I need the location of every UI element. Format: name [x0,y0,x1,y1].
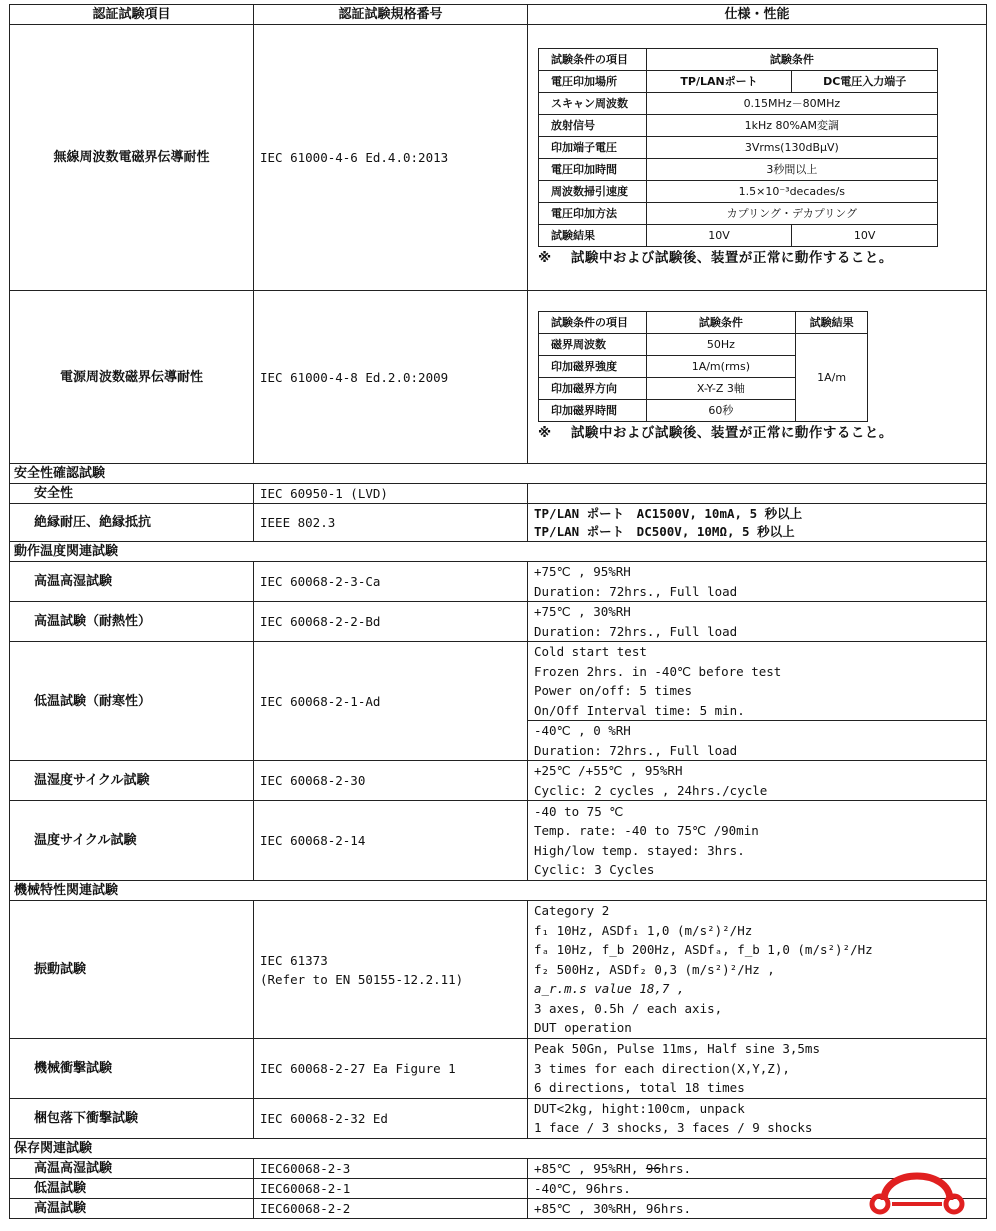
spec-line: f₂ 500Hz, ASDf₂ 0,3 (m/s²)²/Hz , [534,961,775,977]
spec-line: fₐ 10Hz, f_b 200Hz, ASDfₐ, f_b 1,0 (m/s²)²/Hz [534,942,873,958]
spec-part: hrs. [660,1160,692,1176]
mag-immunity-note: ※ 試験中および試験後、装置が正常に動作すること。 [538,425,893,441]
rf-r8-label: 試験結果 [539,224,647,246]
section-safety [10,464,987,484]
spec-line: Cold start test [534,644,647,659]
table-row [10,1178,987,1198]
rf-r3-value: 1kHz 80%AM変調 [646,114,937,136]
row-spec [528,721,987,761]
section-storage-title: 保存関連試験 [10,1138,987,1158]
section-storage [10,1138,987,1158]
row-name: 振動試験 [10,901,254,1039]
mag-r4-label: 印加磁界時間 [539,400,647,422]
row-spec [528,484,987,504]
mag-immunity-standard: IEC 61000-4-8 Ed.2.0:2009 [254,291,528,464]
row-spec [528,562,987,602]
certification-table [9,4,987,1219]
mag-immunity-name: 電源周波数磁界伝導耐性 [10,291,254,464]
row-spec: +85℃ , 30%RH, 96hrs. [528,1198,987,1218]
row-name: 温度サイクル試験 [10,801,254,881]
row-name: 機械衝撃試験 [10,1039,254,1099]
spec-line: Frozen 2hrs. in -40℃ before test [534,663,782,679]
row-spec [528,761,987,801]
rf-immunity-standard: IEC 61000-4-6 Ed.4.0:2013 [254,25,528,291]
spec-line: Duration: 72hrs., Full load [534,742,738,758]
row-standard: IEC 60068-2-30 [254,761,528,801]
row-standard: IEEE 802.3 [254,504,528,542]
row-standard [254,901,528,1039]
rf-r3-label: 放射信号 [539,114,647,136]
mag-r3-value: X-Y-Z 3軸 [646,378,796,400]
table-row [10,642,987,721]
table-row [10,1158,987,1178]
table-row [10,504,987,542]
rf-r7-label: 電圧印加方法 [539,202,647,224]
mag-head-label: 試験条件の項目 [539,312,647,334]
spec-line: On/Off Interval time: 5 min. [534,702,745,718]
row-standard: IEC 60068-2-27 Ea Figure 1 [254,1039,528,1099]
row-standard: IEC 60068-2-2-Bd [254,602,528,642]
header-spec: 仕様・性能 [528,5,987,25]
row-spec [528,1098,987,1138]
rf-r6-label: 周波数掃引速度 [539,180,647,202]
row-spec [528,602,987,642]
rf-r8-b: 10V [792,224,938,246]
rf-r1-label: 電圧印加場所 [539,70,647,92]
rf-r2-value: 0.15MHz－80MHz [646,92,937,114]
mag-conditions-table [538,311,868,422]
headphones-logo-icon [862,1160,972,1220]
spec-line: Cyclic: 2 cycles , 24hrs./cycle [534,782,768,798]
rf-immunity-note: ※ 試験中および試験後、装置が正常に動作すること。 [538,249,893,266]
rf-r2-label: スキャン周波数 [539,92,647,114]
spec-line: Cyclic: 3 Cycles [534,862,655,877]
table-row [10,1039,987,1099]
header-standard: 認証試験規格番号 [254,5,528,25]
row-spec [528,801,987,881]
section-mech [10,881,987,901]
rf-immunity-name: 無線周波数電磁界伝導耐性 [10,25,254,291]
row-name: 梱包落下衝撃試験 [10,1098,254,1138]
row-standard: IEC 60068-2-1-Ad [254,642,528,761]
table-row [10,562,987,602]
rf-r5-label: 電圧印加時間 [539,158,647,180]
row-name: 絶縁耐圧、絶縁抵抗 [10,504,254,542]
row-standard: IEC 60068-2-32 Ed [254,1098,528,1138]
row-standard: IEC60068-2-2 [254,1198,528,1218]
spec-line: f₁ 10Hz, ASDf₁ 1,0 (m/s²)²/Hz [534,922,753,938]
row-name: 安全性 [10,484,254,504]
mag-r1-value: 50Hz [646,334,796,356]
row-spec [528,1039,987,1099]
spec-line: Peak 50Gn, Pulse 11ms, Half sine 3,5ms [534,1041,820,1056]
row-standard: IEC 60068-2-3-Ca [254,562,528,602]
table-row [10,1098,987,1138]
spec-line: 3 axes, 0.5h / each axis, [534,1000,723,1016]
spec-line: 3 times for each direction(X,Y,Z), [534,1060,790,1076]
spec-part: +85℃ , 95%RH, [534,1160,646,1176]
rf-immunity-row [10,25,987,291]
row-spec [528,642,987,721]
rf-r8-a: 10V [646,224,792,246]
row-name: 高温試験 [10,1198,254,1218]
table-row [10,801,987,881]
rf-r4-label: 印加端子電圧 [539,136,647,158]
rf-r6-value: 1.5×10⁻³decades/s [646,180,937,202]
spec-line: a_r.m.s value 18,7 , [534,981,685,997]
row-name: 低温試験（耐寒性） [10,642,254,761]
mag-r3-label: 印加磁界方向 [539,378,647,400]
spec-line: Category 2 [534,903,610,919]
row-name: 高温高湿試験 [10,562,254,602]
standard-line: (Refer to EN 50155-12.2.11) [260,971,464,987]
spec-line: Power on/off: 5 times [534,683,693,698]
row-name: 温湿度サイクル試験 [10,761,254,801]
row-spec: -40℃, 96hrs. [528,1178,987,1198]
section-mech-title: 機械特性関連試験 [10,881,987,901]
row-standard: IEC60068-2-1 [254,1178,528,1198]
row-name: 高温高湿試験 [10,1158,254,1178]
section-temp-title: 動作温度関連試験 [10,542,987,562]
row-name: 高温試験（耐熱性） [10,602,254,642]
mag-result: 1A/m [796,334,868,422]
mag-immunity-row [10,291,987,464]
mag-r1-label: 磁界周波数 [539,334,647,356]
spec-line: Duration: 72hrs., Full load [534,623,738,639]
row-spec [528,901,987,1039]
spec-line: 6 directions, total 18 times [534,1080,745,1095]
spec-line: TP/LAN ポート AC1500V, 10mA, 5 秒以上 [534,505,803,521]
spec-line: -40 to 75 ℃ [534,803,624,819]
mag-immunity-spec [528,291,987,464]
row-standard: IEC 60068-2-14 [254,801,528,881]
spec-line: Duration: 72hrs., Full load [534,583,738,599]
table-row [10,761,987,801]
spec-strike: 96 [645,1160,661,1176]
row-standard: IEC60068-2-3 [254,1158,528,1178]
table-row [10,901,987,1039]
mag-head-result: 試験結果 [796,312,868,334]
table-row [10,484,987,504]
row-name: 低温試験 [10,1178,254,1198]
spec-line: -40℃ , 0 %RH [534,723,631,738]
header-test-item: 認証試験項目 [10,5,254,25]
rf-r4-value: 3Vrms(130dBμV) [646,136,937,158]
rf-r1-b: DC電圧入力端子 [792,70,938,92]
section-safety-title: 安全性確認試験 [10,464,987,484]
spec-line: High/low temp. stayed: 3hrs. [534,842,745,858]
header-row [10,5,987,25]
spec-line: +25℃ /+55℃ , 95%RH [534,763,683,778]
spec-line: DUT<2kg, hight:100cm, unpack [534,1100,745,1116]
rf-immunity-spec [528,25,987,291]
spec-line: DUT operation [534,1020,632,1036]
rf-r5-value: 3秒間以上 [646,158,937,180]
rf-r7-value: カプリング・デカプリング [646,202,937,224]
table-row [10,1198,987,1218]
mag-head-value: 試験条件 [646,312,796,334]
rf-head-label: 試験条件の項目 [539,48,647,70]
spec-line: Temp. rate: -40 to 75℃ /90min [534,823,759,838]
row-standard: IEC 60950-1 (LVD) [254,484,528,504]
mag-r2-label: 印加磁界強度 [539,356,647,378]
mag-r4-value: 60秒 [646,400,796,422]
spec-line: +75℃ , 95%RH [534,564,631,579]
rf-r1-a: TP/LANポート [646,70,792,92]
section-temp [10,542,987,562]
table-row [10,602,987,642]
rf-conditions-table [538,48,938,247]
spec-line: 1 face / 3 shocks, 3 faces / 9 shocks [534,1120,813,1135]
spec-line: TP/LAN ポート DC500V, 10MΩ, 5 秒以上 [534,523,795,539]
mag-r2-value: 1A/m(rms) [646,356,796,378]
row-spec [528,504,987,542]
spec-line: +75℃ , 30%RH [534,604,631,619]
standard-line: IEC 61373 [260,952,328,968]
rf-head-value: 試験条件 [646,48,937,70]
